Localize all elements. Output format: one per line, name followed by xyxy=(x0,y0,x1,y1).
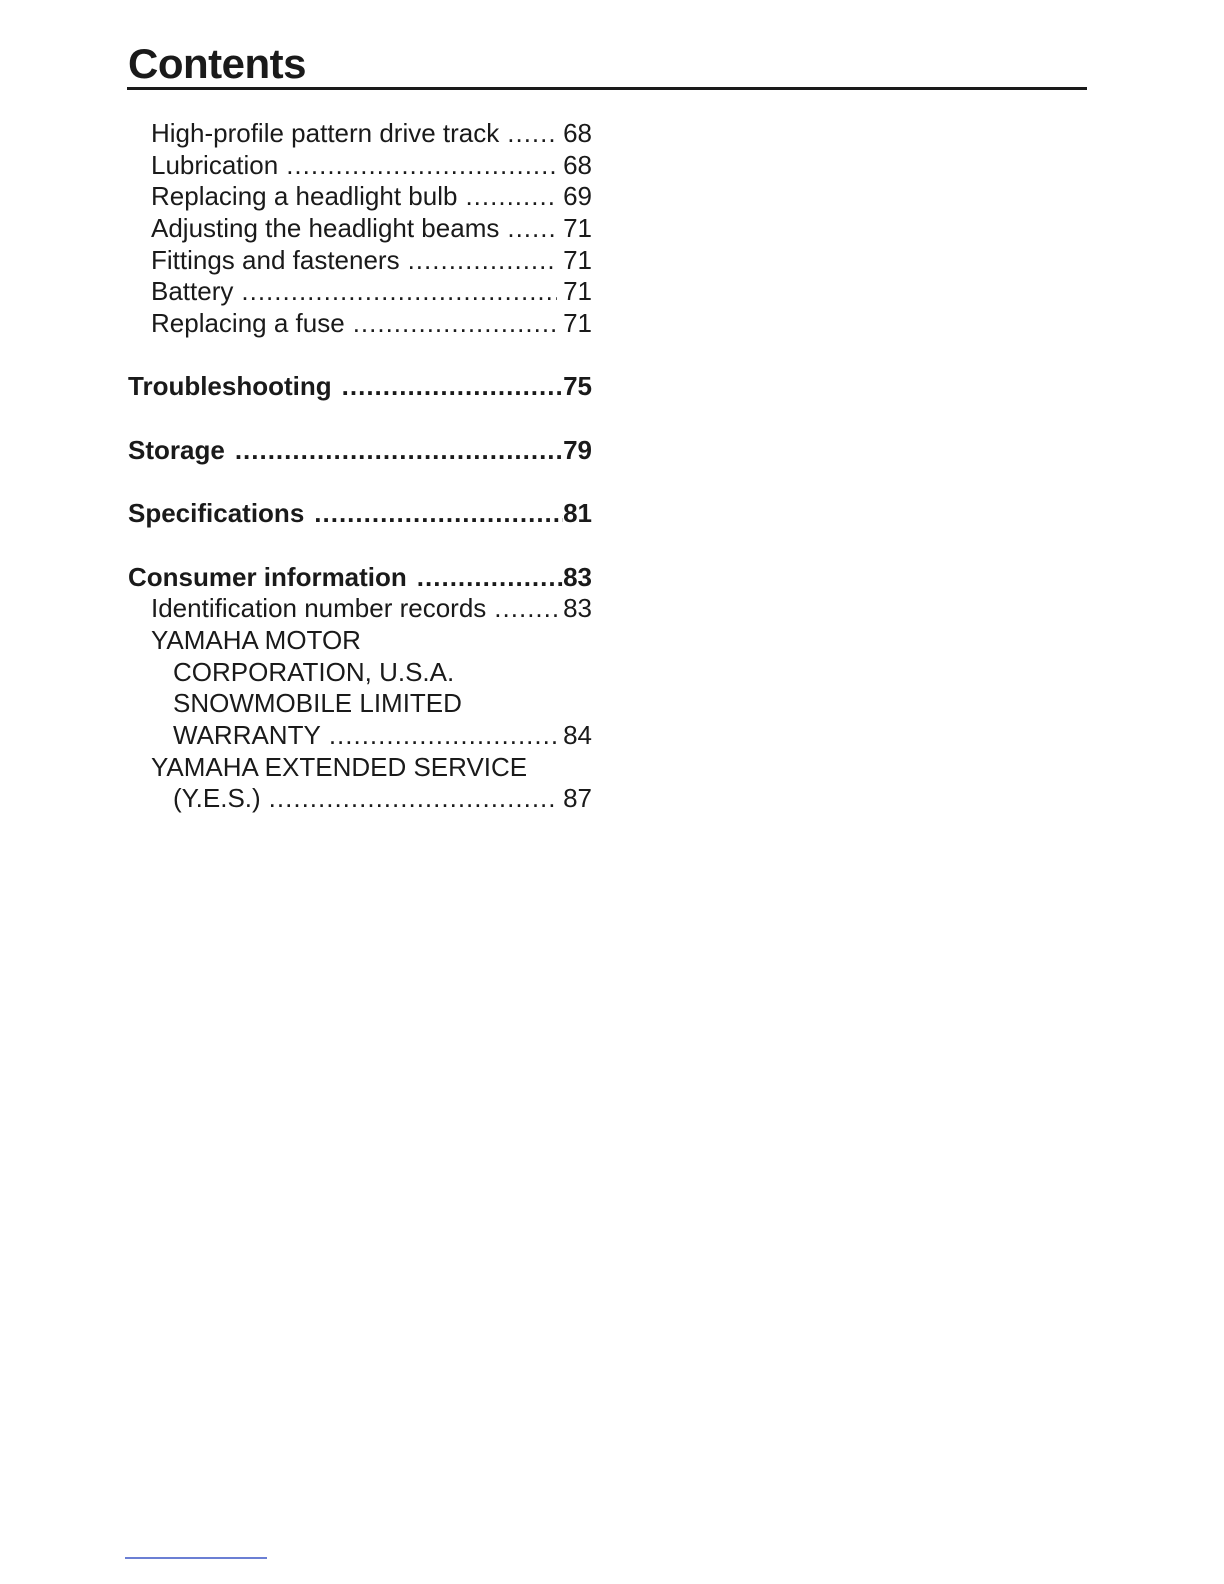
toc-entry-fuse[interactable] xyxy=(128,308,592,340)
toc-chapter-page: 79 xyxy=(563,434,592,465)
toc-chapter-label: Specifications xyxy=(128,498,305,529)
toc-entry-yes[interactable] xyxy=(128,752,592,815)
toc-entry-page: 68 xyxy=(563,149,592,180)
toc-entry-headlight-beams[interactable] xyxy=(128,213,592,245)
dot-leader xyxy=(408,245,558,277)
toc-entry-label: Identification number records xyxy=(151,593,487,624)
dot-leader xyxy=(465,181,557,213)
toc-entry-label: Replacing a fuse xyxy=(151,308,345,339)
toc-entry-headlight-bulb[interactable] xyxy=(128,181,592,213)
toc-entry-fittings[interactable] xyxy=(128,245,592,277)
toc-chapter-label: Storage xyxy=(128,434,225,465)
toc-entry-page: 71 xyxy=(563,308,592,339)
dot-leader xyxy=(494,593,557,625)
toc-entry-page: 69 xyxy=(563,181,592,212)
toc-entry-label: (Y.E.S.) xyxy=(173,783,261,814)
toc-entry-line xyxy=(128,688,592,720)
toc-entry-page: 71 xyxy=(563,213,592,244)
toc-entry-label: High-profile pattern drive track xyxy=(151,117,500,148)
toc-entry-drive-track[interactable] xyxy=(128,118,592,150)
toc-entry-page: 71 xyxy=(563,244,592,275)
toc-entry-page: 87 xyxy=(563,783,592,814)
toc-entry-line xyxy=(128,625,592,657)
toc-entry-label: WARRANTY xyxy=(173,720,321,751)
toc-entry-label: Adjusting the headlight beams xyxy=(151,213,500,244)
table-of-contents xyxy=(128,118,592,815)
dot-leader xyxy=(329,720,557,752)
dot-leader xyxy=(353,308,557,340)
toc-entry-line xyxy=(128,752,592,784)
toc-entry-page: 83 xyxy=(563,593,592,624)
toc-entry-label: Fittings and fasteners xyxy=(151,244,400,275)
toc-entry-label: Replacing a headlight bulb xyxy=(151,181,458,212)
toc-entry-label: YAMAHA EXTENDED SERVICE xyxy=(151,751,528,782)
dot-leader xyxy=(417,562,563,594)
toc-chapter-consumer-information[interactable] xyxy=(128,562,592,594)
page-title: Contents xyxy=(128,40,306,87)
footer-divider xyxy=(125,1557,267,1559)
toc-entry-label: Battery xyxy=(151,276,234,307)
toc-chapter-label: Consumer information xyxy=(128,561,407,592)
toc-entry-page: 84 xyxy=(563,720,592,751)
toc-entry-page: 68 xyxy=(563,117,592,148)
toc-entry-label: Lubrication xyxy=(151,149,279,180)
toc-entry-label: CORPORATION, U.S.A. xyxy=(173,656,455,687)
dot-leader xyxy=(286,150,557,182)
toc-chapter-label: Troubleshooting xyxy=(128,371,332,402)
dot-leader xyxy=(314,498,563,530)
toc-chapter-page: 83 xyxy=(563,561,592,592)
toc-entry-page: 71 xyxy=(563,276,592,307)
toc-chapter-page: 75 xyxy=(563,371,592,402)
dot-leader xyxy=(241,276,557,308)
toc-entry-warranty[interactable] xyxy=(128,625,592,752)
toc-entry-line xyxy=(128,720,592,752)
dot-leader xyxy=(507,118,557,150)
toc-chapter-specifications[interactable] xyxy=(128,498,592,530)
toc-entry-battery[interactable] xyxy=(128,276,592,308)
toc-chapter-page: 81 xyxy=(563,498,592,529)
dot-leader xyxy=(235,435,563,467)
toc-entry-line xyxy=(128,783,592,815)
toc-entry-label: YAMAHA MOTOR xyxy=(151,624,361,655)
dot-leader xyxy=(507,213,557,245)
toc-entry-label: SNOWMOBILE LIMITED xyxy=(173,688,462,719)
toc-entry-identification[interactable] xyxy=(128,593,592,625)
toc-chapter-storage[interactable] xyxy=(128,435,592,467)
toc-entry-lubrication[interactable] xyxy=(128,150,592,182)
title-underline xyxy=(127,87,1087,90)
dot-leader xyxy=(342,371,563,403)
dot-leader xyxy=(269,783,557,815)
toc-entry-line xyxy=(128,657,592,689)
toc-chapter-troubleshooting[interactable] xyxy=(128,372,592,404)
